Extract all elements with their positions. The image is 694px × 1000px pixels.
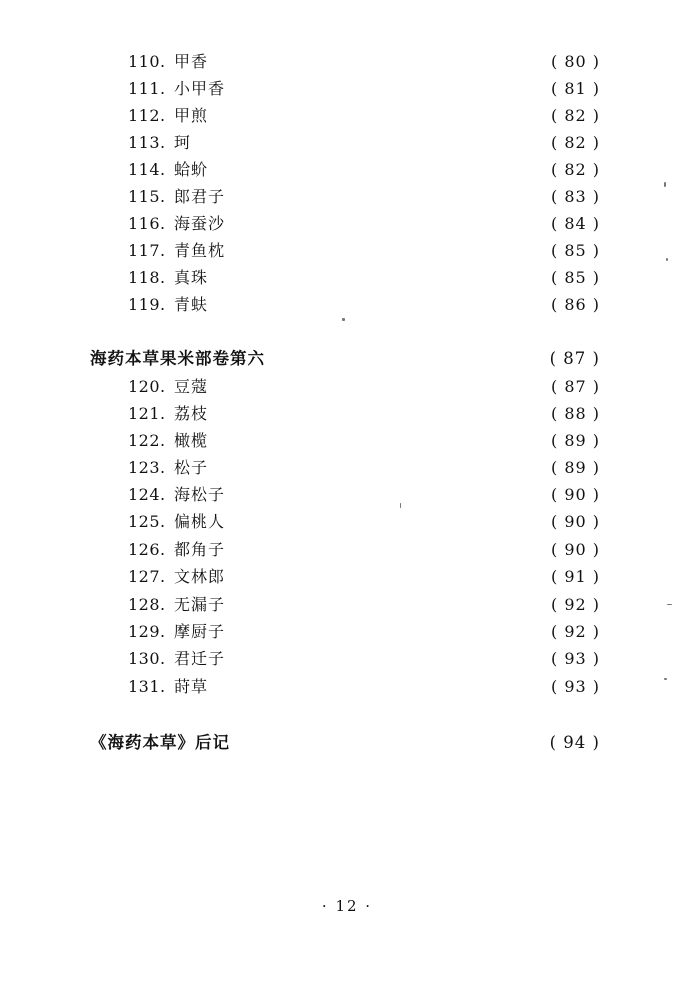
toc-entry[interactable] — [128, 618, 600, 645]
scan-speck — [664, 182, 666, 187]
entry-number: 111. — [128, 79, 166, 98]
entry-number: 129. — [128, 622, 166, 641]
toc-entry[interactable] — [128, 48, 600, 75]
entry-title: 文林郎 — [174, 567, 226, 586]
toc-entry[interactable] — [128, 645, 600, 672]
leader-dots — [235, 591, 544, 618]
scan-speck — [664, 678, 667, 680]
entry-title: 荔枝 — [174, 404, 209, 423]
entry-page: ( 88 ) — [550, 404, 600, 423]
entry-title: 橄榄 — [174, 431, 209, 450]
leader-dots — [235, 563, 544, 590]
entry-title: 真珠 — [174, 268, 209, 287]
entry-number: 123. — [128, 458, 166, 477]
entry-title: 青蚨 — [174, 295, 209, 314]
entry-title: 海蚕沙 — [174, 214, 226, 233]
leader-dots — [235, 536, 544, 563]
leader-dots — [235, 508, 544, 535]
entry-page: ( 82 ) — [550, 160, 600, 179]
entry-page: ( 82 ) — [550, 133, 600, 152]
entry-page: ( 90 ) — [550, 540, 600, 559]
toc-entry[interactable] — [128, 481, 600, 508]
toc-entry[interactable] — [128, 156, 600, 183]
entry-number: 130. — [128, 649, 166, 668]
toc-afterword[interactable] — [90, 729, 600, 756]
entry-number: 126. — [128, 540, 166, 559]
entry-page: ( 84 ) — [550, 214, 600, 233]
toc-entry[interactable] — [128, 129, 600, 156]
entry-page: ( 87 ) — [550, 377, 600, 396]
entry-title: 无漏子 — [174, 595, 226, 614]
entry-title: 君迁子 — [174, 649, 226, 668]
entry-number: 117. — [128, 241, 166, 260]
toc-entry[interactable] — [128, 454, 600, 481]
toc-entry[interactable] — [128, 563, 600, 590]
leader-dots — [240, 729, 544, 756]
toc-entry[interactable] — [128, 291, 600, 318]
entry-number: 121. — [128, 404, 166, 423]
entry-title: 都角子 — [174, 540, 226, 559]
entry-title: 小甲香 — [174, 79, 226, 98]
entry-number: 114. — [128, 160, 166, 179]
entry-page: ( 93 ) — [550, 649, 600, 668]
leader-dots — [218, 102, 544, 129]
entry-number: 116. — [128, 214, 166, 233]
entry-number: 122. — [128, 431, 166, 450]
toc-entry[interactable] — [128, 264, 600, 291]
entry-number: 112. — [128, 106, 166, 125]
toc-entry[interactable] — [128, 373, 600, 400]
entry-title: 蛤蚧 — [174, 160, 209, 179]
entry-title: 摩厨子 — [174, 622, 226, 641]
toc-entry[interactable] — [128, 508, 600, 535]
leader-dots — [218, 373, 544, 400]
entry-title: 青鱼枕 — [174, 241, 226, 260]
section-title: 海药本草果米部卷第六 — [90, 349, 265, 368]
toc-entry[interactable] — [128, 400, 600, 427]
afterword-title: 《海药本草》后记 — [90, 733, 230, 752]
toc-entry[interactable] — [128, 210, 600, 237]
leader-dots — [235, 645, 544, 672]
entry-page: ( 83 ) — [550, 187, 600, 206]
toc-entry[interactable] — [128, 536, 600, 563]
entry-number: 131. — [128, 677, 166, 696]
entry-title: 甲煎 — [174, 106, 209, 125]
entry-number: 118. — [128, 268, 166, 287]
scan-speck — [400, 503, 401, 508]
entry-title: 松子 — [174, 458, 209, 477]
entry-number: 128. — [128, 595, 166, 614]
leader-dots — [218, 673, 544, 700]
leader-dots — [235, 618, 544, 645]
toc-entry[interactable] — [128, 75, 600, 102]
entry-number: 113. — [128, 133, 166, 152]
leader-dots — [218, 291, 544, 318]
leader-dots — [218, 48, 544, 75]
leader-dots — [235, 237, 544, 264]
entry-title: 甲香 — [174, 52, 209, 71]
entry-page: ( 89 ) — [550, 458, 600, 477]
section-page: ( 87 ) — [549, 349, 600, 368]
leader-dots — [218, 156, 544, 183]
entry-number: 120. — [128, 377, 166, 396]
scan-speck — [666, 258, 668, 261]
entry-page: ( 92 ) — [550, 622, 600, 641]
entry-page: ( 82 ) — [550, 106, 600, 125]
entry-number: 119. — [128, 295, 166, 314]
leader-dots — [218, 400, 544, 427]
toc-entry[interactable] — [128, 102, 600, 129]
toc-entry[interactable] — [128, 591, 600, 618]
scan-speck — [342, 318, 345, 321]
toc-entry[interactable] — [128, 673, 600, 700]
entry-title: 偏桃人 — [174, 512, 226, 531]
afterword-page: ( 94 ) — [549, 733, 600, 752]
entry-page: ( 80 ) — [550, 52, 600, 71]
entry-number: 127. — [128, 567, 166, 586]
entry-title: 郎君子 — [174, 187, 226, 206]
leader-dots — [218, 427, 544, 454]
entry-page: ( 90 ) — [550, 485, 600, 504]
entry-number: 124. — [128, 485, 166, 504]
leader-dots — [235, 210, 544, 237]
scan-speck — [667, 604, 672, 605]
entry-title: 海松子 — [174, 485, 226, 504]
entry-title: 莳草 — [174, 677, 209, 696]
leader-dots — [218, 264, 544, 291]
entry-page: ( 81 ) — [550, 79, 600, 98]
entry-page: ( 86 ) — [550, 295, 600, 314]
entry-number: 110. — [128, 52, 166, 71]
leader-dots — [218, 454, 544, 481]
entry-title: 珂 — [174, 133, 192, 152]
entry-page: ( 85 ) — [550, 268, 600, 287]
toc-entry[interactable] — [128, 237, 600, 264]
entry-number: 115. — [128, 187, 166, 206]
page-number: · 12 · — [321, 897, 373, 915]
entry-page: ( 91 ) — [550, 567, 600, 586]
entry-page: ( 92 ) — [550, 595, 600, 614]
toc-section-heading[interactable] — [90, 345, 600, 372]
entry-page: ( 90 ) — [550, 512, 600, 531]
entry-page: ( 85 ) — [550, 241, 600, 260]
entry-title: 豆蔻 — [174, 377, 209, 396]
toc-entry[interactable] — [128, 427, 600, 454]
entry-page: ( 93 ) — [550, 677, 600, 696]
entry-page: ( 89 ) — [550, 431, 600, 450]
leader-dots — [275, 345, 544, 372]
entry-number: 125. — [128, 512, 166, 531]
leader-dots — [201, 129, 544, 156]
toc-entry[interactable] — [128, 183, 600, 210]
leader-dots — [235, 183, 544, 210]
leader-dots — [235, 75, 544, 102]
leader-dots — [235, 481, 544, 508]
